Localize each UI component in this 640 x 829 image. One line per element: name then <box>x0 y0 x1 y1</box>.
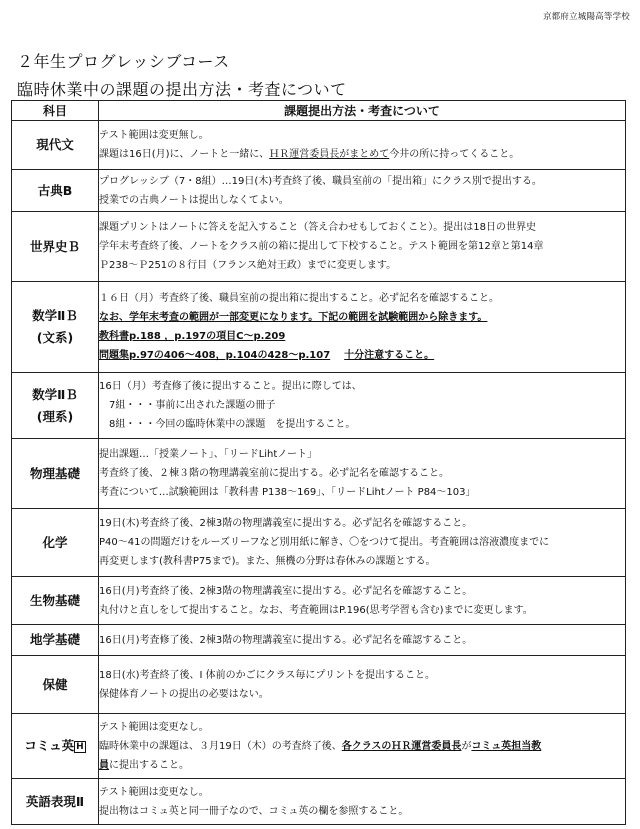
content-line: 課題は16日(月)に、ノートと一緒に、ＨＲ運営委員長がまとめて今井の所に持ってくること。 <box>99 149 520 160</box>
subject-cell: 世界史Ｂ <box>12 212 99 282</box>
table-row <box>12 121 626 170</box>
page-title: ２年生プログレッシブコース <box>17 52 230 71</box>
subject-cell: 現代文 <box>12 121 99 170</box>
content-line: 丸付けと直しをして提出すること。なお、考査範囲はP.196(思考学習も含む)までに変更します。 <box>99 604 533 616</box>
content-line: P40～41の問題だけをルーズリーフなど別用紙に解き、〇をつけて提出。考査範囲は溶液濃度までに <box>99 537 550 548</box>
content-line: テスト範囲は変更なし。 <box>99 786 209 798</box>
table-row <box>12 656 626 714</box>
content-line: 16日(月)考査終了後、2棟3階の物理講義室に提出する。必ず記名を確認すること。 <box>99 585 473 597</box>
subject-cell: 古典B <box>12 170 99 212</box>
content-line: 保健体育ノートの提出の必要はない。 <box>99 688 269 700</box>
content-line: Ｐ238～Ｐ251の８行目（フランス絶対王政）までに変更します。 <box>99 260 397 271</box>
content-cell <box>99 714 626 779</box>
header-subject: 科目 <box>12 101 99 121</box>
content-line: 再変更します(教科書P75まで)。また、無機の分野は春休みの課題とする。 <box>99 556 436 567</box>
table-row <box>12 439 626 509</box>
table-row <box>12 779 626 825</box>
emphasis-text: ＨＲ運営委員長がまとめて <box>269 149 390 160</box>
content-line: 授業での古典ノートは提出しなくてよい。 <box>99 194 289 206</box>
assignment-table <box>11 100 626 825</box>
emphasis-text: コミュ英担当教 <box>471 740 542 752</box>
content-line: テスト範囲は変更なし。 <box>99 721 209 733</box>
boxed-h-mark: H <box>76 742 84 752</box>
table-row <box>12 509 626 577</box>
subject-name: 数学ⅡＢ <box>32 386 78 402</box>
content-cell <box>99 509 626 577</box>
content-line: 18日(水)考査終了後、I 体前のかごにクラス毎にプリントを提出すること。 <box>99 669 435 681</box>
content-line: 員に提出すること。 <box>99 759 189 771</box>
content-line: 提出物はコミュ英と同一冊子なので、コミュ英の欄を参照すること。 <box>99 805 409 817</box>
table-row <box>12 373 626 439</box>
content-cell <box>99 212 626 282</box>
content-cell <box>99 656 626 714</box>
content-line: 考査について…試験範囲は「教科書 P138～169」、「リードLihtノート P84～103」 <box>99 487 476 498</box>
content-line: 問題集p.97の406～408，p.104の428～p.107 十分注意すること。 <box>99 350 435 361</box>
content-line: 教科書p.188 ，p.197の項目C～p.209 <box>99 331 286 342</box>
table-row <box>12 170 626 212</box>
emphasis-text: 各クラスのＨＲ運営委員長 <box>341 740 462 752</box>
table-header-row <box>12 101 626 121</box>
content-cell <box>99 439 626 509</box>
table-row <box>12 714 626 779</box>
content-line: なお、学年末考査の範囲が一部変更になります。下記の範囲を試験範囲から除きます。 <box>99 312 488 323</box>
header-method: 課題提出方法・考査について <box>99 101 626 121</box>
table-row <box>12 577 626 625</box>
subject-cell: 保健 <box>12 656 99 714</box>
subject-cell: 地学基礎 <box>12 625 99 656</box>
content-line: プログレッシブ（7・8組）…19日(木)考査終了後、職員室前の「提出箱」にクラス別で提出する。 <box>99 175 542 187</box>
content-line: 19日(木)考査終了後、2棟3階の物理講義室に提出する。必ず記名を確認すること。 <box>99 518 473 529</box>
subject-track: (理系) <box>36 408 74 424</box>
content-line: 提出課題…「授業ノート」、「リードLihtノート」 <box>99 449 318 460</box>
content-cell <box>99 170 626 212</box>
content-cell <box>99 625 626 656</box>
content-cell <box>99 373 626 439</box>
subject-cell <box>12 373 99 439</box>
content-line: １６日（月）考査終了後、職員室前の提出箱に提出すること。必ず記名を確認すること。 <box>99 293 499 304</box>
content-line: 16日(月)考査修了後、2棟3階の物理講義室に提出する。必ず記名を確認すること。 <box>99 634 473 646</box>
content-cell <box>99 121 626 170</box>
table-row <box>12 625 626 656</box>
subject-name: コミュ英 <box>24 738 75 753</box>
table-row <box>12 282 626 373</box>
subject-cell <box>12 282 99 373</box>
page-subtitle: 臨時休業中の課題の提出方法・考査について <box>17 80 347 99</box>
subject-cell: 化学 <box>12 509 99 577</box>
subject-name: 数学ⅡＢ <box>32 308 78 323</box>
school-name: 京都府立城陽高等学校 <box>542 12 630 22</box>
emphasis-text: 員 <box>99 759 109 771</box>
content-cell <box>99 282 626 373</box>
content-line: 7組・・・事前に出された課題の冊子 <box>109 400 276 411</box>
content-line: 考査終了後、２棟３階の物理講義室前に提出する。必ず記名を確認すること。 <box>99 468 449 479</box>
content-line: 学年末考査終了後、ノートをクラス前の箱に提出して下校すること。テスト範囲を第12章と第14章 <box>99 241 544 252</box>
subject-track: (文系) <box>36 330 74 345</box>
content-cell <box>99 577 626 625</box>
content-line: 8組・・・今回の臨時休業中の課題 を提出すること。 <box>109 419 356 430</box>
content-line: テスト範囲は変更無し。 <box>99 130 209 141</box>
subject-cell <box>12 714 99 779</box>
subject-cell: 生物基礎 <box>12 577 99 625</box>
content-line: 課題プリントはノートに答えを記入すること（答え合わせもしておくこと）。提出は18日の世界史 <box>99 222 537 233</box>
subject-cell: 英語表現Ⅱ <box>12 779 99 825</box>
content-line: 臨時休業中の課題は、３月19日（木）の考査終了後、各クラスのＨＲ運営委員長がコミュ英担当教 <box>99 740 542 752</box>
content-cell <box>99 779 626 825</box>
subject-cell: 物理基礎 <box>12 439 99 509</box>
table-row <box>12 212 626 282</box>
content-line: 16日（月）考査修了後に提出すること。提出に際しては、 <box>99 381 362 392</box>
